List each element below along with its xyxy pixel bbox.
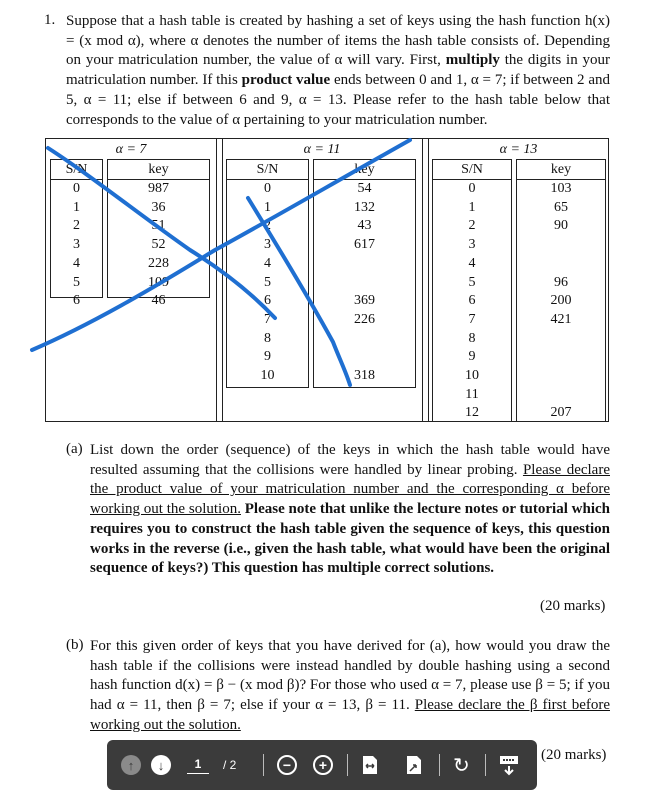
part-a-bold: Please note that unlike the lecture notes or tutorial which requires you to construct the hash table given the sequence of keys, this question works in the reverse (i.e., given the hash table, what would have been the original sequence of keys?) This question has multiple correct solutions.	[90, 501, 611, 577]
question-bold-multiply: multiply	[445, 52, 500, 69]
part-a-label: (a)	[66, 441, 83, 457]
sn-cell: 11	[465, 386, 479, 402]
key-cell: 318	[354, 368, 375, 383]
sn-header: S/N	[256, 162, 279, 177]
sn-cell: 6	[264, 293, 271, 309]
hash-table-alpha-13	[428, 139, 609, 421]
key-cell: 132	[354, 199, 375, 215]
previous-page-button[interactable]	[121, 752, 141, 778]
key-cell: 200	[550, 293, 572, 309]
sn-cell: 1	[264, 199, 271, 215]
sn-cell: 8	[468, 330, 476, 346]
download-icon	[499, 754, 519, 776]
key-cell: 421	[550, 311, 572, 327]
key-cell: 617	[354, 237, 375, 253]
question-intro-d: ends between 0 and 1, α = 7; if between 2 and 5, α = 11; else if between 6 and 9, α = 13. Please refer to the hash table below that corresponds to the value of α pertaining to your matriculation number.	[66, 72, 611, 128]
sn-cell: 5	[468, 274, 476, 290]
part-b-marks: (20 marks)	[541, 747, 607, 763]
zoom-in-button[interactable]	[313, 752, 333, 778]
plus-icon: +	[313, 755, 333, 775]
key-cell	[516, 330, 606, 348]
download-button[interactable]	[499, 752, 519, 778]
part-b-body	[90, 637, 610, 736]
sn-cell: 3	[468, 237, 476, 253]
key-cell: 52	[151, 237, 166, 253]
part-a-underlined: Please declare the product value of your matriculation number and the corresponding α before working out the solution.	[90, 461, 610, 518]
sn-cell: 4	[468, 255, 476, 271]
key-cell	[313, 348, 416, 366]
key-cell: 226	[354, 311, 375, 327]
arrow-up-icon: ↑	[121, 755, 141, 775]
key-cell	[516, 255, 606, 273]
sn-cell: 0	[468, 181, 476, 196]
key-cell: 369	[354, 293, 375, 309]
question-intro-a: Suppose that a hash table is created by hashing a set of keys using the hash function	[66, 13, 581, 29]
part-a-marks: (20 marks)	[540, 598, 606, 614]
sn-cell: 2	[73, 218, 80, 234]
key-cell: 46	[151, 293, 166, 309]
key-cell	[516, 236, 606, 254]
sn-cell: 10	[465, 368, 479, 383]
question-intro-c: the digits in your matriculation number. If this	[66, 52, 611, 89]
part-b-label: (b)	[66, 637, 84, 653]
key-cell: 207	[550, 405, 572, 421]
fit-width-button[interactable]	[361, 752, 379, 778]
fit-page-icon	[405, 755, 423, 775]
sn-cell: 5	[264, 274, 271, 290]
key-cell: 109	[148, 274, 169, 290]
page-number-input[interactable]: 1	[187, 755, 209, 774]
sn-cell: 1	[468, 199, 476, 215]
key-cell: 65	[554, 199, 568, 215]
hash-tables	[45, 138, 609, 422]
sn-cell: 2	[264, 218, 271, 234]
part-b-text: For this given order of keys that you have derived for (a), how would you draw the hash table if the collisions were instead handled by double hashing using a second hash function d(x) = β − (x mod β)? For those who used α = 7, please use β = 5; if you had α = 11, then β = 7; else if your α = 13, β = 11.	[90, 638, 610, 714]
key-cell	[516, 367, 606, 385]
pdf-toolbar	[107, 740, 537, 790]
sn-cell: 0	[264, 181, 271, 196]
key-cell	[516, 386, 606, 404]
sn-cell: 5	[73, 274, 80, 290]
question-bold-product: product value	[241, 72, 331, 89]
key-cell: 90	[554, 218, 568, 234]
key-cell: 96	[554, 274, 568, 290]
sn-cell: 4	[73, 255, 80, 271]
question-intro-b: h(x) = (x mod α), where α denotes the number of items the hash table consists of. Depending on your matriculation number, the value of α will vary. First,	[66, 13, 611, 69]
key-cell: 103	[550, 181, 572, 196]
sn-cell: 4	[264, 255, 271, 271]
sn-header: S/N	[65, 162, 88, 177]
sn-cell: 10	[260, 368, 275, 383]
sn-cell: 0	[73, 181, 80, 196]
key-cell	[516, 348, 606, 366]
key-cell	[313, 330, 416, 348]
key-cell: 36	[151, 199, 166, 215]
key-cell: 228	[148, 255, 169, 271]
sn-cell: 1	[73, 199, 80, 215]
fit-page-button[interactable]	[405, 752, 423, 778]
key-cell: 987	[148, 181, 169, 196]
key-header: key	[148, 162, 169, 177]
sn-cell: 3	[264, 237, 271, 253]
next-page-button[interactable]	[151, 752, 171, 778]
sn-cell: 12	[465, 405, 479, 421]
key-cell: 51	[151, 218, 166, 234]
sn-cell: 6	[73, 293, 80, 309]
hash-table-alpha-7	[46, 139, 216, 421]
part-a-text: List down the order (sequence) of the keys in which the hash table would have resulted assuming that the collisions were handled by linear probing.	[90, 442, 610, 478]
key-header: key	[354, 162, 375, 177]
alpha-label: α = 13	[499, 142, 538, 157]
hash-table-alpha-11	[222, 139, 422, 421]
key-cell	[313, 274, 416, 292]
question-body	[66, 12, 610, 130]
key-cell: 54	[357, 181, 372, 196]
sn-cell: 9	[468, 349, 476, 365]
minus-icon: −	[277, 755, 297, 775]
sn-cell: 9	[264, 349, 271, 365]
sn-cell: 7	[264, 311, 271, 327]
part-b-underlined: Please declare the β first before working out the solution.	[90, 697, 610, 733]
arrow-down-icon: ↓	[151, 755, 171, 775]
sn-cell: 7	[468, 311, 476, 327]
zoom-out-button[interactable]	[277, 752, 297, 778]
sn-cell: 2	[468, 218, 476, 234]
page-total: / 2	[223, 758, 237, 772]
key-cell: 43	[357, 218, 372, 234]
rotate-icon: ↻	[453, 754, 470, 777]
alpha-label: α = 7	[115, 142, 147, 157]
key-header: key	[550, 162, 572, 177]
fit-width-icon	[361, 755, 379, 775]
rotate-button[interactable]	[453, 752, 470, 778]
sn-header: S/N	[461, 162, 483, 177]
part-a-body	[90, 441, 610, 579]
sn-cell: 8	[264, 330, 271, 346]
sn-cell: 3	[73, 237, 80, 253]
sn-cell: 6	[468, 293, 476, 309]
key-cell	[313, 255, 416, 273]
alpha-label: α = 11	[303, 142, 341, 157]
question-number: 1.	[44, 12, 56, 28]
